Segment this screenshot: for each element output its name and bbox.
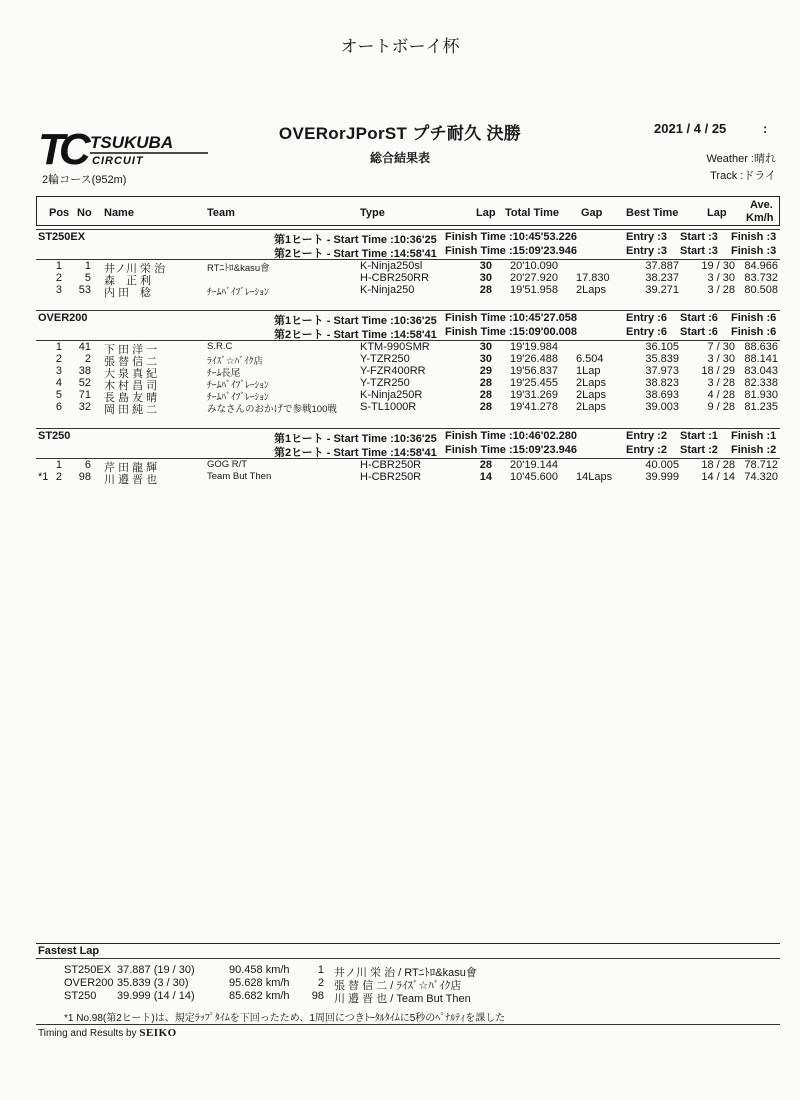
result-name: 木 村 昌 司 bbox=[104, 380, 158, 392]
fastest-time: 39.999 (14 / 14) bbox=[117, 990, 195, 1002]
heat-start-count: Start :1 bbox=[680, 430, 718, 442]
result-best-time: 35.839 bbox=[645, 353, 679, 365]
race-date: 2021 / 4 / 25 bbox=[654, 121, 727, 136]
header-best-time: Best Time bbox=[626, 207, 679, 219]
result-ave-speed: 88.141 bbox=[744, 353, 778, 365]
result-total-time: 19'25.455 bbox=[510, 377, 558, 389]
fastest-time: 35.839 (3 / 30) bbox=[117, 977, 189, 989]
result-team: みなさんのおかげで参戦100戦 bbox=[207, 404, 337, 415]
logo-line2: CIRCUIT bbox=[92, 155, 144, 167]
result-name: 長 島 友 晴 bbox=[104, 392, 158, 404]
result-name: 森 正 利 bbox=[104, 275, 152, 287]
result-name: 川 邉 晋 也 bbox=[104, 474, 158, 486]
result-type: H-CBR250R bbox=[360, 471, 422, 483]
header-name: Name bbox=[104, 207, 134, 219]
result-ave-speed: 80.508 bbox=[744, 284, 778, 296]
logo-mark: TC bbox=[38, 125, 85, 170]
result-total-time: 19'26.488 bbox=[510, 353, 558, 365]
result-total-time: 19'31.269 bbox=[510, 389, 558, 401]
result-best-lap: 3 / 30 bbox=[707, 353, 735, 365]
result-pos: 2 bbox=[55, 471, 62, 483]
heat-start-time: 第1ヒート - Start Time :10:36'25 bbox=[274, 433, 437, 445]
result-lap: 30 bbox=[479, 353, 492, 365]
result-best-lap: 3 / 28 bbox=[707, 377, 735, 389]
heat-finish-count: Finish :3 bbox=[731, 245, 777, 257]
result-name: 井ノ川 栄 治 bbox=[104, 263, 166, 275]
header-type: Type bbox=[360, 207, 385, 219]
heat-entry-count: Entry :2 bbox=[626, 444, 667, 456]
fastest-class: OVER200 bbox=[64, 977, 114, 989]
page-caption: オートボーイ杯 bbox=[340, 37, 460, 56]
footer-credit bbox=[38, 1027, 177, 1039]
result-no: 98 bbox=[78, 471, 91, 483]
result-pos: 4 bbox=[55, 377, 62, 389]
penalty-note: *1 No.98(第2ヒート)は、規定ﾗｯﾌﾟﾀｲﾑを下回ったため、1周回につきﾄｰﾀﾙﾀｲﾑに5秒のﾍﾟﾅﾙﾃｨを課した bbox=[64, 1013, 506, 1024]
result-name: 張 替 信 二 bbox=[104, 356, 158, 368]
result-type: H-CBR250RR bbox=[360, 272, 430, 284]
result-type: K-Ninja250 bbox=[360, 284, 415, 296]
header-team: Team bbox=[207, 207, 235, 219]
result-total-time: 20'10.090 bbox=[510, 260, 558, 272]
heat-finish-time: Finish Time :15:09'23.946 bbox=[445, 444, 578, 456]
heat-start-time: 第2ヒート - Start Time :14:58'41 bbox=[274, 447, 437, 459]
header-best-lap: Lap bbox=[707, 207, 727, 219]
heat-start-count: Start :3 bbox=[680, 231, 718, 243]
result-pos: 3 bbox=[55, 365, 62, 377]
result-no: 2 bbox=[84, 353, 91, 365]
result-no: 38 bbox=[78, 365, 91, 377]
result-lap: 28 bbox=[479, 389, 492, 401]
heat-start-count: Start :6 bbox=[680, 312, 718, 324]
header-pos: Pos bbox=[49, 207, 70, 219]
class-name: ST250 bbox=[38, 430, 71, 442]
result-best-time: 38.237 bbox=[645, 272, 679, 284]
result-lap: 30 bbox=[479, 341, 492, 353]
heat-finish-count: Finish :2 bbox=[731, 444, 777, 456]
result-best-time: 39.003 bbox=[645, 401, 679, 413]
race-date-colon: : bbox=[763, 121, 768, 136]
result-no: 53 bbox=[78, 284, 91, 296]
result-best-lap: 19 / 30 bbox=[701, 260, 735, 272]
heat-entry-count: Entry :3 bbox=[626, 231, 667, 243]
class-divider-top bbox=[36, 428, 780, 429]
fastest-no: 2 bbox=[317, 977, 324, 989]
fastest-speed: 90.458 km/h bbox=[229, 964, 290, 976]
result-pos: 1 bbox=[55, 260, 62, 272]
result-team: ﾗｲｽﾞ☆ﾊﾞｲｸ店 bbox=[207, 356, 264, 367]
heat-finish-time: Finish Time :15:09'00.008 bbox=[445, 326, 578, 338]
result-lap: 14 bbox=[479, 471, 492, 483]
result-name: 下 田 洋 一 bbox=[104, 344, 158, 356]
track-label: Track :ドライ bbox=[710, 170, 776, 182]
result-no: 5 bbox=[84, 272, 91, 284]
result-gap: 14Laps bbox=[576, 471, 613, 483]
class-name: OVER200 bbox=[38, 312, 88, 324]
result-total-time: 19'41.278 bbox=[510, 401, 558, 413]
penalty-mark: *1 bbox=[38, 471, 49, 483]
fastest-divider-top bbox=[36, 943, 780, 944]
result-total-time: 19'56.837 bbox=[510, 365, 558, 377]
result-ave-speed: 83.732 bbox=[744, 272, 778, 284]
heat-finish-count: Finish :1 bbox=[731, 430, 777, 442]
result-type: KTM-990SMR bbox=[360, 341, 430, 353]
result-ave-speed: 84.966 bbox=[744, 260, 778, 272]
result-lap: 28 bbox=[479, 459, 492, 471]
result-gap: 17.830 bbox=[576, 272, 610, 284]
fastest-divider bbox=[36, 958, 780, 959]
result-lap: 30 bbox=[479, 260, 492, 272]
result-total-time: 20'27.920 bbox=[510, 272, 558, 284]
heat-entry-count: Entry :6 bbox=[626, 326, 667, 338]
result-type: K-Ninja250sl bbox=[360, 260, 423, 272]
result-team: GOG R/T bbox=[207, 459, 248, 470]
heat-finish-count: Finish :6 bbox=[731, 312, 777, 324]
result-name: 大 泉 真 紀 bbox=[104, 368, 158, 380]
result-name: 岡 田 純 二 bbox=[104, 404, 158, 416]
heat-start-count: Start :2 bbox=[680, 444, 718, 456]
heat-finish-time: Finish Time :15:09'23.946 bbox=[445, 245, 578, 257]
class-name: ST250EX bbox=[38, 231, 86, 243]
heat-start-count: Start :6 bbox=[680, 326, 718, 338]
seiko-logo: SEIKO bbox=[139, 1027, 177, 1039]
result-team: RTﾆﾄﾛ&kasu會 bbox=[207, 263, 270, 274]
class-divider-top bbox=[36, 310, 780, 311]
result-type: K-Ninja250R bbox=[360, 389, 423, 401]
result-best-time: 39.271 bbox=[645, 284, 679, 296]
document-subtitle: 総合結果表 bbox=[369, 151, 430, 165]
heat-start-time: 第2ヒート - Start Time :14:58'41 bbox=[274, 248, 437, 260]
fastest-no: 1 bbox=[317, 964, 324, 976]
result-gap: 2Laps bbox=[576, 284, 606, 296]
header-ave: Ave. bbox=[750, 199, 773, 211]
result-type: Y-TZR250 bbox=[360, 377, 410, 389]
header-gap: Gap bbox=[581, 207, 603, 219]
result-best-time: 39.999 bbox=[645, 471, 679, 483]
result-team: ﾁｰﾑﾊﾞｲﾌﾞﾚｰｼｮﾝ bbox=[207, 287, 269, 298]
result-gap: 6.504 bbox=[576, 353, 604, 365]
result-pos: 5 bbox=[55, 389, 62, 401]
result-team: ﾁｰﾑﾊﾞｲﾌﾞﾚｰｼｮﾝ bbox=[207, 380, 269, 391]
result-best-lap: 3 / 28 bbox=[707, 284, 735, 296]
result-gap: 1Lap bbox=[576, 365, 601, 377]
header-no: No bbox=[77, 207, 92, 219]
result-best-time: 37.973 bbox=[645, 365, 679, 377]
footer-divider bbox=[36, 1024, 780, 1025]
result-type: Y-TZR250 bbox=[360, 353, 410, 365]
weather-label: Weather :晴れ bbox=[706, 153, 776, 165]
result-team: ﾁｰﾑﾊﾞｲﾌﾞﾚｰｼｮﾝ bbox=[207, 392, 269, 403]
document-title: OVERorJPorST プチ耐久 決勝 bbox=[278, 124, 522, 143]
result-pos: 6 bbox=[55, 401, 62, 413]
result-ave-speed: 88.636 bbox=[744, 341, 778, 353]
fastest-class: ST250 bbox=[64, 990, 97, 1002]
header-total-time: Total Time bbox=[505, 207, 559, 219]
result-best-lap: 7 / 30 bbox=[707, 341, 735, 353]
result-pos: 1 bbox=[55, 341, 62, 353]
result-best-time: 38.693 bbox=[645, 389, 679, 401]
heat-finish-time: Finish Time :10:45'53.226 bbox=[445, 231, 578, 243]
result-best-time: 38.823 bbox=[645, 377, 679, 389]
heat-finish-count: Finish :6 bbox=[731, 326, 777, 338]
result-no: 32 bbox=[78, 401, 91, 413]
fastest-rider-team: 川 邉 晋 也 / Team But Then bbox=[334, 993, 471, 1005]
result-lap: 30 bbox=[479, 272, 492, 284]
result-ave-speed: 81.930 bbox=[744, 389, 778, 401]
result-no: 71 bbox=[78, 389, 91, 401]
fastest-speed: 95.628 km/h bbox=[229, 977, 290, 989]
heat-start-time: 第1ヒート - Start Time :10:36'25 bbox=[274, 234, 437, 246]
result-pos: 1 bbox=[55, 459, 62, 471]
result-total-time: 19'19.984 bbox=[510, 341, 558, 353]
result-lap: 29 bbox=[479, 365, 492, 377]
result-ave-speed: 83.043 bbox=[744, 365, 778, 377]
heat-start-time: 第2ヒート - Start Time :14:58'41 bbox=[274, 329, 437, 341]
result-best-lap: 3 / 30 bbox=[707, 272, 735, 284]
fastest-title: Fastest Lap bbox=[38, 945, 100, 957]
result-no: 6 bbox=[84, 459, 91, 471]
result-team: S.R.C bbox=[207, 341, 233, 352]
result-best-lap: 4 / 28 bbox=[707, 389, 735, 401]
result-best-lap: 18 / 29 bbox=[701, 365, 735, 377]
result-team: ﾁｰﾑ長尾 bbox=[207, 368, 241, 379]
result-name: 内 田 稔 bbox=[104, 287, 152, 299]
result-best-time: 40.005 bbox=[645, 459, 679, 471]
result-lap: 28 bbox=[479, 377, 492, 389]
result-best-lap: 14 / 14 bbox=[701, 471, 735, 483]
fastest-class: ST250EX bbox=[64, 964, 112, 976]
result-pos: 3 bbox=[55, 284, 62, 296]
result-gap: 2Laps bbox=[576, 389, 606, 401]
result-lap: 28 bbox=[479, 401, 492, 413]
result-best-time: 37.887 bbox=[645, 260, 679, 272]
fastest-time: 37.887 (19 / 30) bbox=[117, 964, 195, 976]
result-gap: 2Laps bbox=[576, 401, 606, 413]
result-total-time: 20'19.144 bbox=[510, 459, 558, 471]
fastest-no: 98 bbox=[311, 990, 324, 1002]
heat-finish-count: Finish :3 bbox=[731, 231, 777, 243]
heat-entry-count: Entry :6 bbox=[626, 312, 667, 324]
fastest-rider-team: 張 替 信 二 / ﾗｲｽﾞ☆ﾊﾞｲｸ店 bbox=[334, 980, 462, 992]
result-gap: 2Laps bbox=[576, 377, 606, 389]
result-no: 52 bbox=[78, 377, 91, 389]
result-best-lap: 9 / 28 bbox=[707, 401, 735, 413]
heat-start-time: 第1ヒート - Start Time :10:36'25 bbox=[274, 315, 437, 327]
result-pos: 2 bbox=[55, 272, 62, 284]
heat-entry-count: Entry :3 bbox=[626, 245, 667, 257]
result-ave-speed: 81.235 bbox=[744, 401, 778, 413]
header-kmh: Km/h bbox=[746, 212, 774, 224]
heat-start-count: Start :3 bbox=[680, 245, 718, 257]
result-name: 芹 田 龍 輝 bbox=[104, 462, 158, 474]
result-total-time: 10'45.600 bbox=[510, 471, 558, 483]
result-type: Y-FZR400RR bbox=[360, 365, 426, 377]
result-ave-speed: 82.338 bbox=[744, 377, 778, 389]
result-no: 41 bbox=[78, 341, 91, 353]
result-total-time: 19'51.958 bbox=[510, 284, 558, 296]
result-type: H-CBR250R bbox=[360, 459, 422, 471]
result-best-lap: 18 / 28 bbox=[701, 459, 735, 471]
result-pos: 2 bbox=[55, 353, 62, 365]
fastest-speed: 85.682 km/h bbox=[229, 990, 290, 1002]
header-lap: Lap bbox=[476, 207, 496, 219]
result-ave-speed: 78.712 bbox=[744, 459, 778, 471]
result-ave-speed: 74.320 bbox=[744, 471, 778, 483]
course-label: 2輪コース(952m) bbox=[42, 174, 127, 186]
footer-text: Timing and Results by bbox=[38, 1028, 137, 1039]
result-lap: 28 bbox=[479, 284, 492, 296]
fastest-rider-team: 井ノ川 栄 治 / RTﾆﾄﾛ&kasu會 bbox=[334, 967, 477, 979]
result-best-time: 36.105 bbox=[645, 341, 679, 353]
heat-finish-time: Finish Time :10:46'02.280 bbox=[445, 430, 578, 442]
result-type: S-TL1000R bbox=[360, 401, 417, 413]
logo-line1: TSUKUBA bbox=[90, 133, 174, 152]
result-no: 1 bbox=[84, 260, 91, 272]
result-team: Team But Then bbox=[207, 471, 272, 482]
heat-entry-count: Entry :2 bbox=[626, 430, 667, 442]
heat-finish-time: Finish Time :10:45'27.058 bbox=[445, 312, 578, 324]
class-divider-top bbox=[36, 229, 780, 230]
